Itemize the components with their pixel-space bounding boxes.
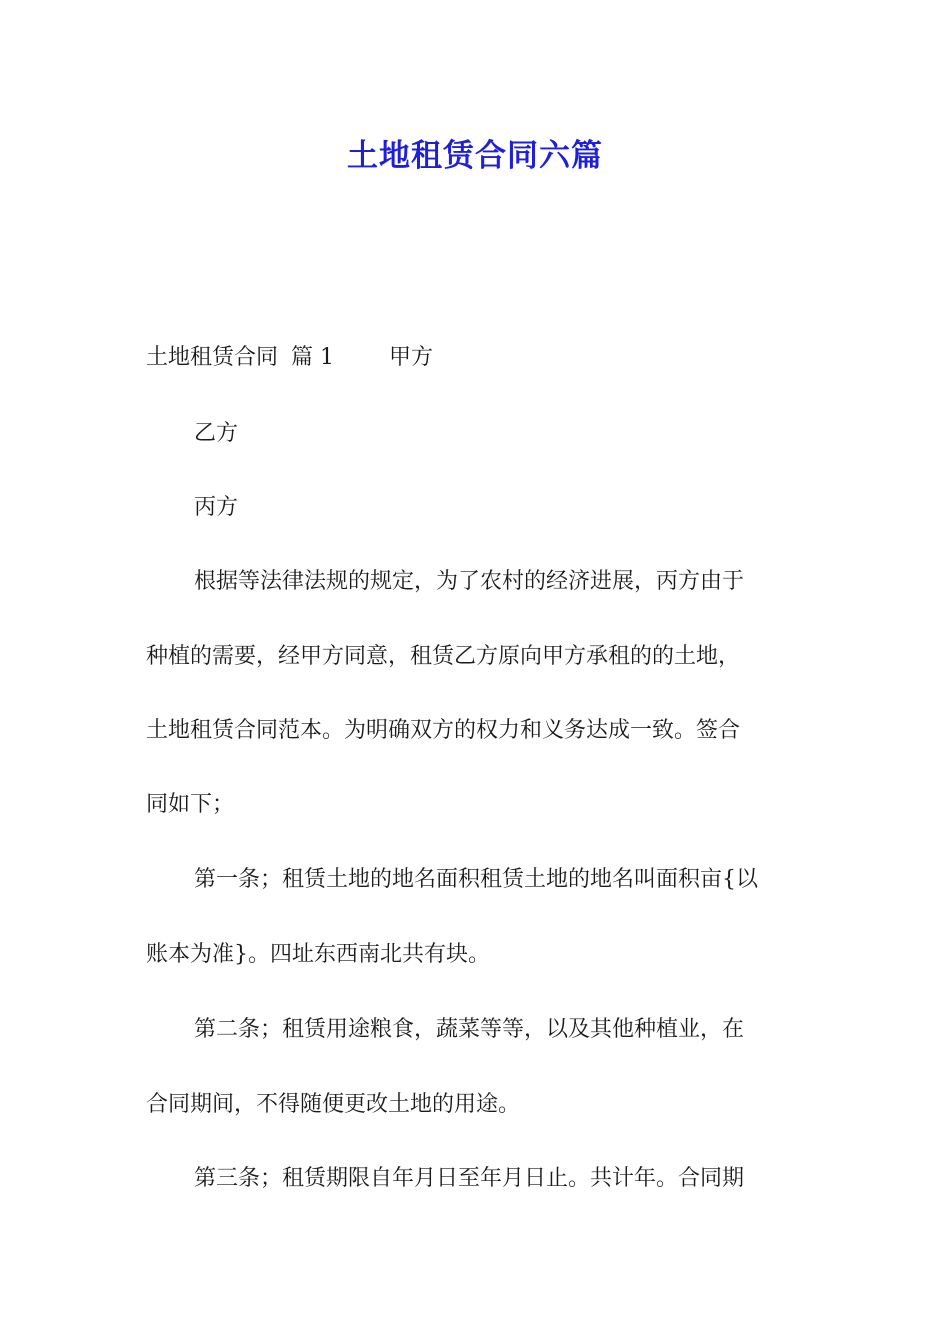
body-line: 土地租赁合同范本。为明确双方的权力和义务达成一致。签合 [146,718,741,743]
article-1-line: 账本为准}。四址东西南北共有块。 [146,942,490,967]
article-1-line: 第一条；租赁土地的地名面积租赁土地的地名叫面积亩{以 [194,867,758,892]
body-line: 根据等法律法规的规定，为了农村的经济进展，丙方由于 [194,569,745,594]
document-title: 土地租赁合同六篇 [347,138,603,174]
body-line: 种植的需要，经甲方同意，租赁乙方原向甲方承租的的土地， [146,644,741,669]
contract-heading-label: 土地租赁合同 [146,345,279,370]
article-3-line: 第三条；租赁期限自年月日至年月日止。共计年。合同期 [194,1166,745,1191]
contract-section-number: 篇 1 [291,345,335,370]
article-2-line: 第二条；租赁用途粮食，蔬菜等等，以及其他种植业，在 [194,1017,745,1042]
party-a-label: 甲方 [389,345,434,370]
article-2-line: 合同期间，不得随便更改土地的用途。 [146,1092,521,1117]
body-line: 同如下； [146,792,235,817]
contract-heading [146,343,806,373]
party-b-label: 乙方 [194,421,239,446]
party-c-label: 丙方 [194,495,239,520]
